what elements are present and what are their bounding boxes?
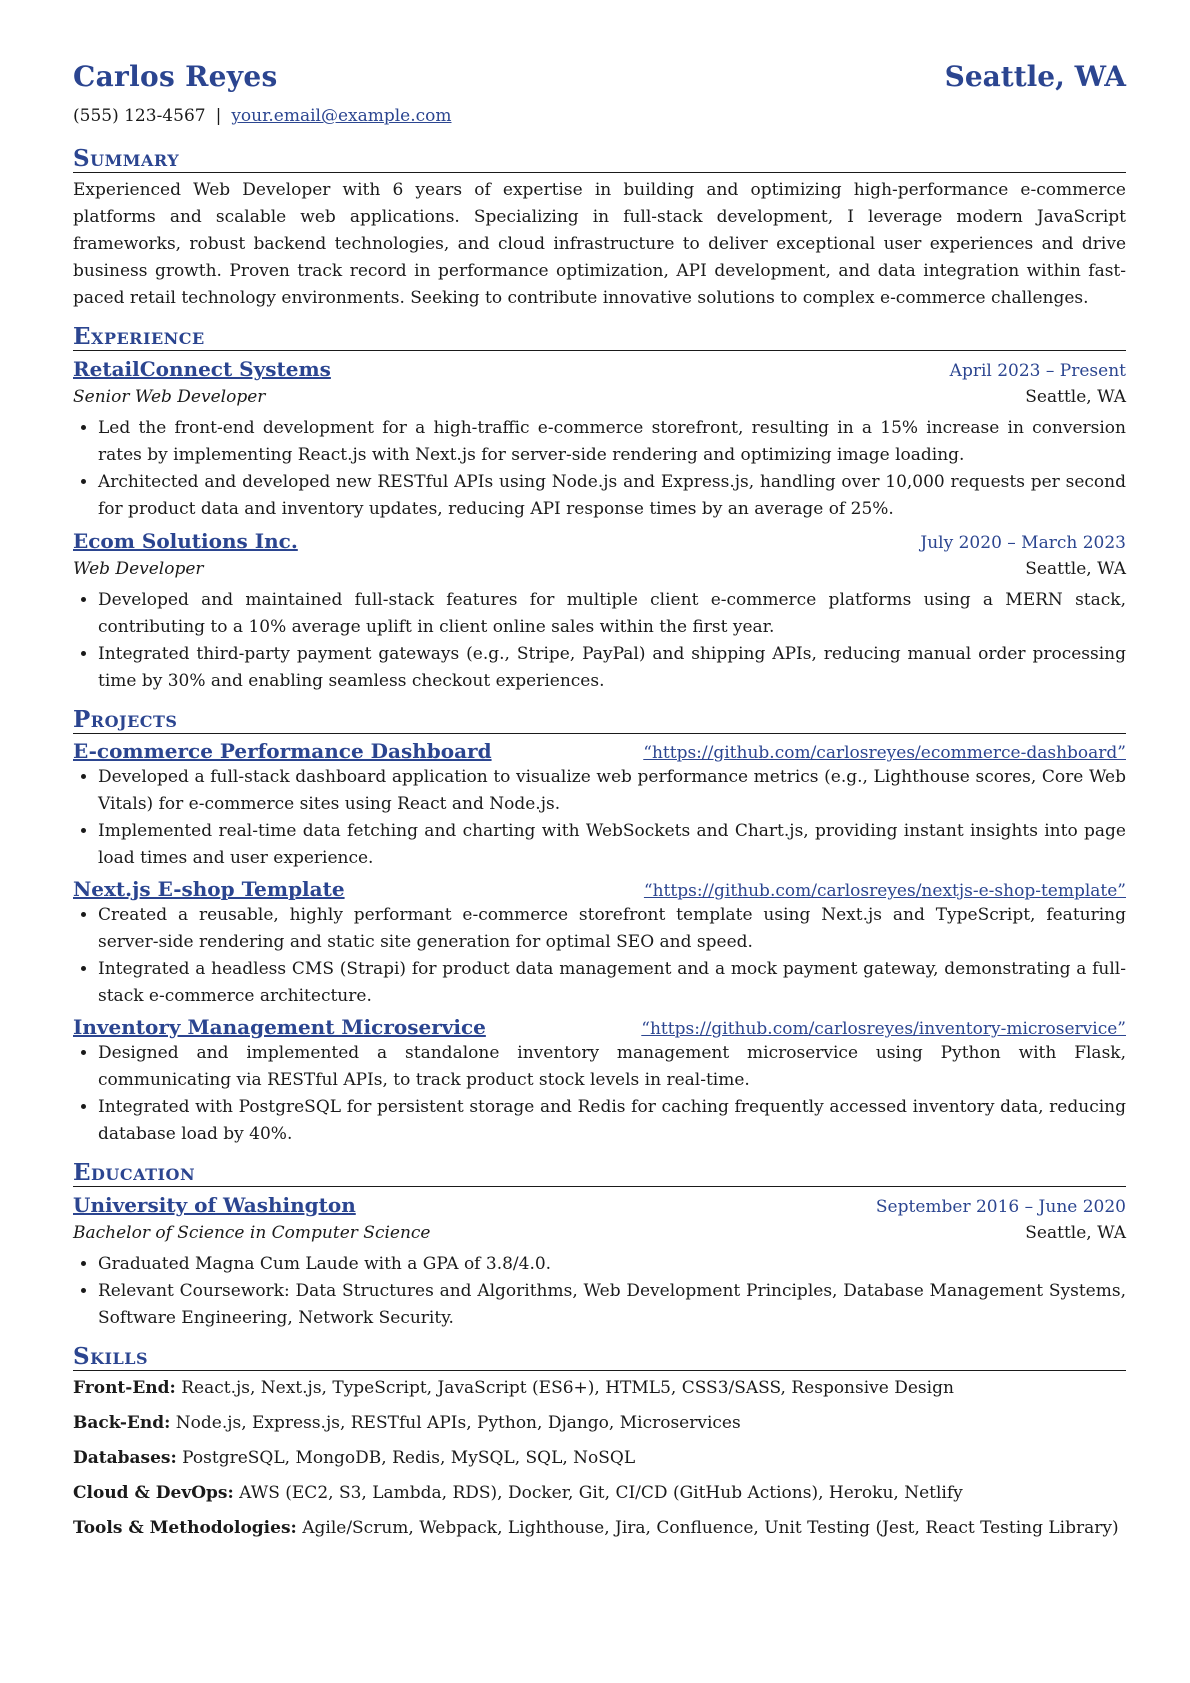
- bullet-item: • Implemented real-time data fetching and charting with WebSockets and Chart.js, providing instant insights into page load times and user experience.: [98, 818, 1126, 872]
- education-location: Seattle, WA: [1025, 1223, 1126, 1243]
- resume-page: [73, 60, 1126, 1542]
- email-link[interactable]: your.email@example.com: [231, 106, 452, 126]
- job-location: Seattle, WA: [1025, 559, 1126, 579]
- phone-number: (555) 123-4567: [73, 106, 206, 126]
- project-name-link[interactable]: Inventory Management Microservice: [73, 1015, 486, 1039]
- company-link[interactable]: Ecom Solutions Inc.: [73, 529, 298, 553]
- project-repo-link[interactable]: “https://github.com/carlosreyes/nextjs-e-shop-template”: [643, 881, 1126, 901]
- education-entry: [73, 1191, 1126, 1332]
- bullet-item: • Integrated third-party payment gateways (e.g., Stripe, PayPal) and shipping APIs, reducing manual order processing time by 30% and enabling seamless checkout experiences.: [98, 641, 1126, 695]
- bullet-item: • Designed and implemented a standalone inventory management microservice using Python with Flask, communicating via RESTful APIs, to track product stock levels in real-time.: [98, 1040, 1126, 1094]
- skill-row: [73, 1515, 1126, 1542]
- skill-value: PostgreSQL, MongoDB, Redis, MySQL, SQL, NoSQL: [182, 1448, 636, 1468]
- contact-line: [73, 106, 1126, 134]
- company-link[interactable]: RetailConnect Systems: [73, 357, 331, 381]
- skill-label: Databases:: [73, 1448, 177, 1468]
- bullet-item: • Architected and developed new RESTful APIs using Node.js and Express.js, handling over 10,000 requests per second for product data and inventory updates, reducing API response times by an average of 25%.: [98, 469, 1126, 523]
- skills-section: [73, 1344, 1126, 1542]
- section-title-education: Education: [73, 1160, 1126, 1187]
- experience-section: [73, 324, 1126, 695]
- skill-row: [73, 1445, 1126, 1472]
- summary-text: Experienced Web Developer with 6 years of expertise in building and optimizing high-performance e-commerce platforms and scalable web applications. Specializing in full-stack development, I leverage modern JavaScript frameworks, robust backend technologies, and cloud infrastructure to deliver exceptional user experiences and drive business growth. Proven track record in performance optimization, API development, and data integration within fast-paced retail technology environments. Seeking to contribute innovative solutions to complex e-commerce challenges.: [73, 180, 1126, 308]
- project-entry: [73, 876, 1126, 1010]
- project-bullets: [73, 1040, 1126, 1148]
- degree-title: Bachelor of Science in Computer Science: [73, 1223, 431, 1243]
- skill-row: [73, 1480, 1126, 1507]
- skill-label: Cloud & DevOps:: [73, 1483, 234, 1503]
- school-link[interactable]: University of Washington: [73, 1193, 356, 1217]
- project-bullets: [73, 764, 1126, 872]
- project-entry: [73, 1014, 1126, 1148]
- contact-separator: |: [215, 106, 222, 126]
- project-repo-link[interactable]: “https://github.com/carlosreyes/inventory-microservice”: [641, 1019, 1126, 1039]
- project-repo-link[interactable]: “https://github.com/carlosreyes/ecommerce-dashboard”: [643, 743, 1126, 763]
- bullet-item: • Integrated with PostgreSQL for persistent storage and Redis for caching frequently accessed inventory data, reducing database load by 40%.: [98, 1094, 1126, 1148]
- project-bullets: [73, 902, 1126, 1010]
- section-title-skills: Skills: [73, 1344, 1126, 1371]
- job-title: Senior Web Developer: [73, 387, 266, 407]
- bullet-item: • Graduated Magna Cum Laude with a GPA of 3.8/4.0.: [98, 1251, 1126, 1278]
- bullet-item: • Created a reusable, highly performant e-commerce storefront template using Next.js and TypeScript, featuring server-side rendering and static site generation for optimal SEO and speed.: [98, 902, 1126, 956]
- skill-value: Agile/Scrum, Webpack, Lighthouse, Jira, Confluence, Unit Testing (Jest, React Testing Library): [302, 1518, 1119, 1538]
- bullet-item: • Led the front-end development for a high-traffic e-commerce storefront, resulting in a 15% increase in conversion rates by implementing React.js with Next.js for server-side rendering and optimizing image loading.: [98, 415, 1126, 469]
- project-entry: [73, 738, 1126, 872]
- section-title-experience: Experience: [73, 324, 1126, 351]
- project-name-link[interactable]: Next.js E-shop Template: [73, 877, 345, 901]
- section-title-summary: Summary: [73, 146, 1126, 173]
- education-section: [73, 1160, 1126, 1332]
- resume-header: [73, 60, 1126, 104]
- job-bullets: [73, 415, 1126, 523]
- skill-value: AWS (EC2, S3, Lambda, RDS), Docker, Git, CI/CD (GitHub Actions), Heroku, Netlify: [239, 1483, 963, 1503]
- job-entry: [73, 527, 1126, 695]
- bullet-item: • Integrated a headless CMS (Strapi) for product data management and a mock payment gateway, demonstrating a full-stack e-commerce architecture.: [98, 956, 1126, 1010]
- project-name-link[interactable]: E-commerce Performance Dashboard: [73, 739, 492, 763]
- section-title-projects: Projects: [73, 707, 1126, 734]
- bullet-item: • Developed and maintained full-stack features for multiple client e-commerce platforms using a MERN stack, contributing to a 10% average uplift in client online sales within the first year.: [98, 587, 1126, 641]
- job-dates: April 2023 – Present: [949, 361, 1126, 381]
- summary-section: [73, 146, 1126, 312]
- job-dates: July 2020 – March 2023: [920, 533, 1126, 553]
- job-title: Web Developer: [73, 559, 204, 579]
- bullet-item: • Developed a full-stack dashboard application to visualize web performance metrics (e.g., Lighthouse scores, Core Web Vitals) for e-commerce sites using React and Node.js.: [98, 764, 1126, 818]
- education-bullets: [73, 1251, 1126, 1332]
- bullet-item: • Relevant Coursework: Data Structures and Algorithms, Web Development Principles, Database Management Systems, Software Engineering, Network Security.: [98, 1278, 1126, 1332]
- header-location: Seattle, WA: [944, 60, 1126, 93]
- projects-section: [73, 707, 1126, 1148]
- skill-value: Node.js, Express.js, RESTful APIs, Python, Django, Microservices: [175, 1413, 741, 1433]
- education-dates: September 2016 – June 2020: [875, 1197, 1126, 1217]
- skill-row: [73, 1410, 1126, 1437]
- job-bullets: [73, 587, 1126, 695]
- skill-label: Tools & Methodologies:: [73, 1518, 297, 1538]
- skill-value: React.js, Next.js, TypeScript, JavaScript (ES6+), HTML5, CSS3/SASS, Responsive Design: [181, 1378, 954, 1398]
- job-location: Seattle, WA: [1025, 387, 1126, 407]
- skill-label: Back-End:: [73, 1413, 171, 1433]
- candidate-name: Carlos Reyes: [73, 60, 278, 93]
- job-entry: [73, 355, 1126, 523]
- skill-row: [73, 1375, 1126, 1402]
- skill-label: Front-End:: [73, 1378, 176, 1398]
